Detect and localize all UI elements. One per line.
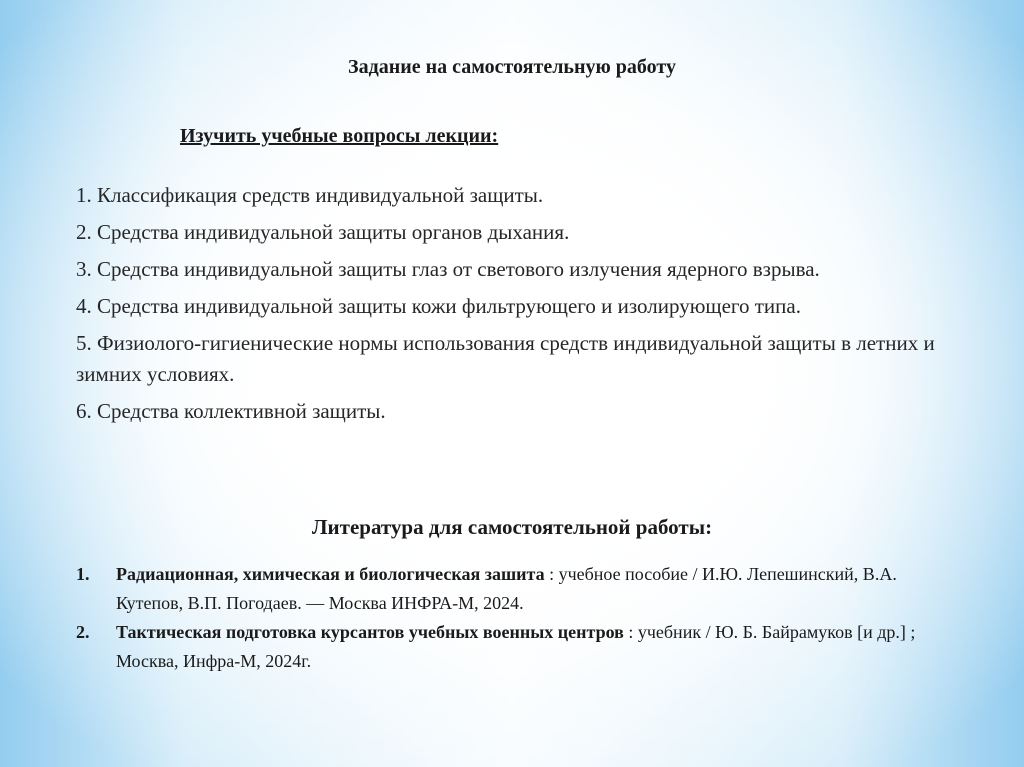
- reference-number: 2.: [76, 622, 90, 642]
- reference-text: [116, 618, 956, 676]
- topic-item: 4. Средства индивидуальной защиты кожи фильтрующего и изолирующего типа.: [76, 294, 801, 318]
- topic-item: 6. Средства коллективной защиты.: [76, 399, 386, 423]
- reference-text: [116, 560, 956, 618]
- slide-title: Задание на самостоятельную работу: [348, 56, 676, 78]
- study-questions-heading: Изучить учебные вопросы лекции:: [180, 125, 499, 147]
- topic-item: 5. Физиолого-гигиенические нормы использования средств индивидуальной защиты в летних и зимних условиях.: [76, 331, 935, 386]
- topic-item: 1. Классификация средств индивидуальной защиты.: [76, 183, 544, 207]
- reference-details: : учебное пособие / И.Ю. Лепешинский, В.А. Кутепов, В.П. Погодаев. — Москва ИНФРА-М, 2024.: [116, 564, 897, 613]
- reference-item: [76, 560, 956, 618]
- reference-number: 1.: [76, 564, 90, 584]
- reference-details: : учебник / Ю. Б. Байрамуков [и др.] ; Москва, Инфра-М, 2024г.: [116, 622, 916, 671]
- topic-item: 3. Средства индивидуальной защиты глаз от светового излучения ядерного взрыва.: [76, 257, 820, 281]
- reference-item: [76, 618, 956, 676]
- reference-title: Тактическая подготовка курсантов учебных военных центров: [116, 622, 624, 642]
- literature-heading: Литература для самостоятельной работы:: [311, 515, 713, 539]
- references-list: [76, 560, 956, 676]
- topics-list: [76, 180, 976, 433]
- topic-item: 2. Средства индивидуальной защиты органов дыхания.: [76, 220, 570, 244]
- reference-title: Радиационная, химическая и биологическая зашита: [116, 564, 545, 584]
